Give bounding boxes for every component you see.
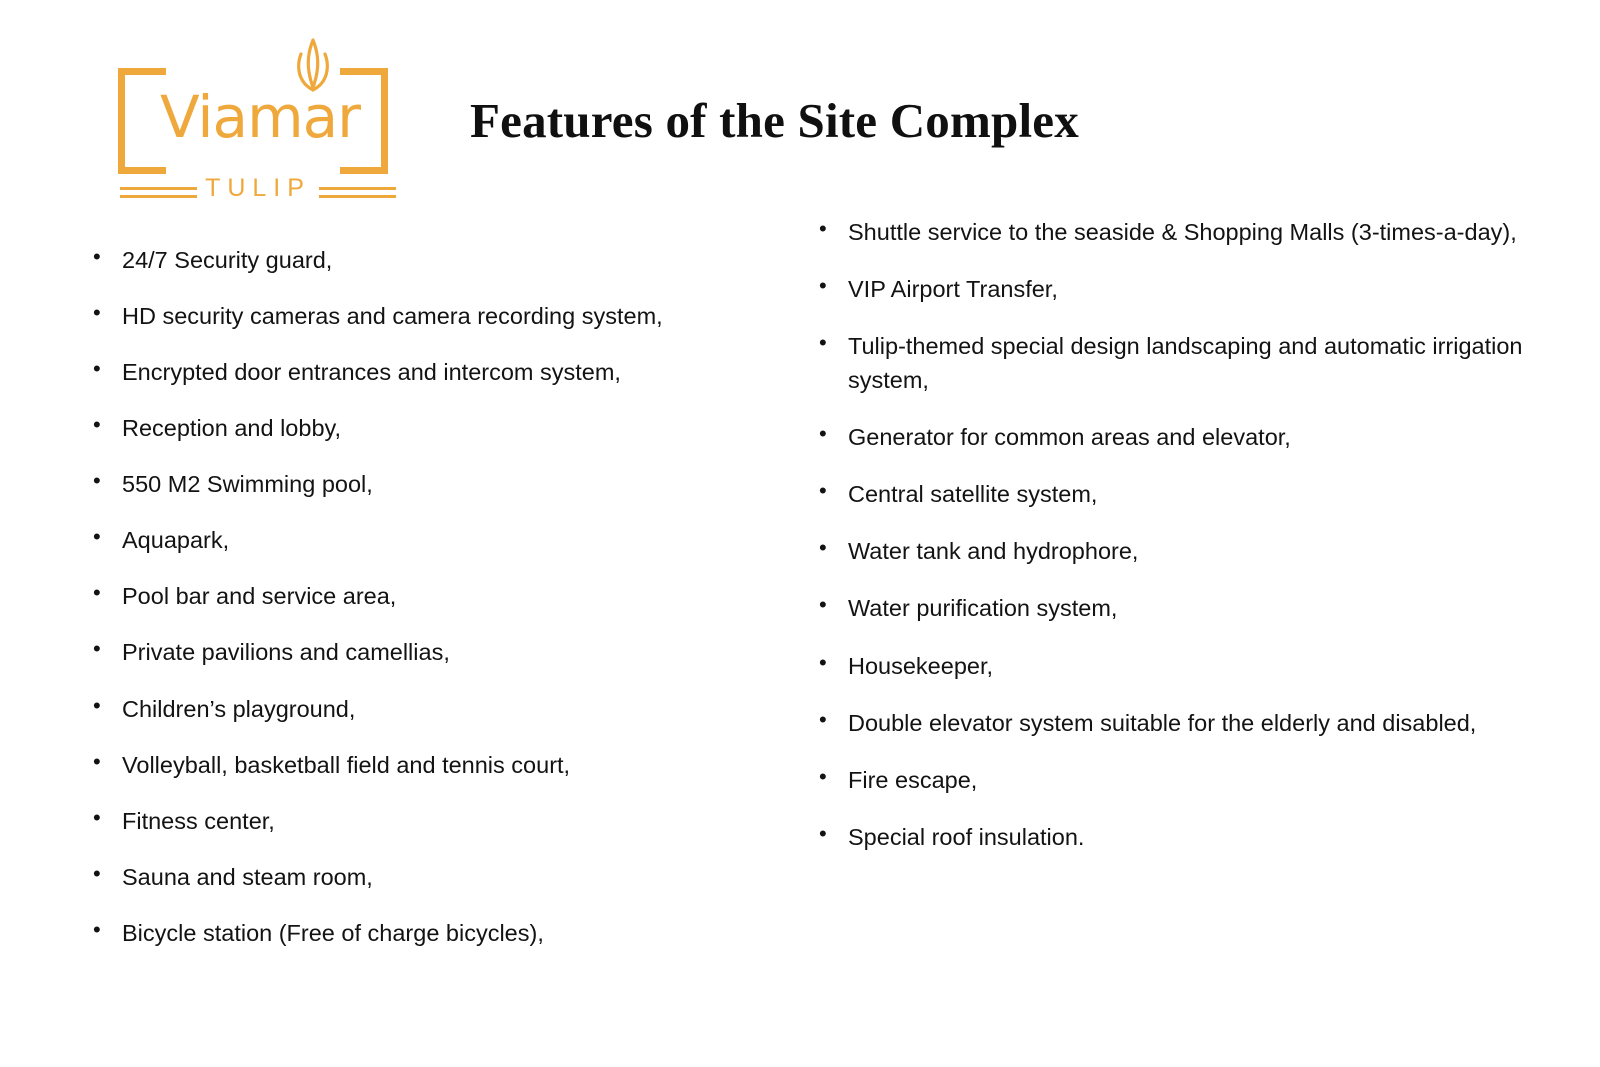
features-column-left — [82, 243, 782, 972]
list-item: • VIP Airport Transfer, — [808, 272, 1528, 306]
page-title: Features of the Site Complex — [470, 93, 1079, 148]
list-item: • Generator for common areas and elevator, — [808, 420, 1528, 454]
list-item: • Sauna and steam room, — [82, 860, 782, 894]
list-item: • Special roof insulation. — [808, 820, 1528, 854]
logo-subtitle-row — [120, 174, 396, 203]
list-item: • Shuttle service to the seaside & Shopping Malls (3-times-a-day), — [808, 215, 1528, 249]
list-item: • HD security cameras and camera recording system, — [82, 299, 782, 333]
logo-wordmark: Viamar — [160, 83, 360, 151]
list-item: • Children’s playground, — [82, 692, 782, 726]
list-item: • Tulip-themed special design landscaping and automatic irrigation system, — [808, 329, 1528, 397]
logo-rule-left-decoration — [120, 187, 197, 190]
list-item: • Central satellite system, — [808, 477, 1528, 511]
brand-logo — [108, 48, 408, 218]
features-list-right — [808, 215, 1528, 854]
list-item: • Volleyball, basketball field and tennis court, — [82, 748, 782, 782]
list-item: • Reception and lobby, — [82, 411, 782, 445]
list-item: • Water purification system, — [808, 591, 1528, 625]
logo-rule-right-decoration — [319, 187, 396, 190]
features-list-left — [82, 243, 782, 950]
list-item: • Private pavilions and camellias, — [82, 635, 782, 669]
list-item: • Double elevator system suitable for the elderly and disabled, — [808, 706, 1528, 740]
list-item: • 24/7 Security guard, — [82, 243, 782, 277]
list-item: • Pool bar and service area, — [82, 579, 782, 613]
logo-subtitle: TULIP — [205, 174, 311, 202]
list-item: • Aquapark, — [82, 523, 782, 557]
list-item: • Water tank and hydrophore, — [808, 534, 1528, 568]
list-item: • Fire escape, — [808, 763, 1528, 797]
features-column-right — [808, 215, 1528, 877]
list-item: • Bicycle station (Free of charge bicycles), — [82, 916, 782, 950]
list-item: • Encrypted door entrances and intercom system, — [82, 355, 782, 389]
list-item: • Housekeeper, — [808, 649, 1528, 683]
list-item: • Fitness center, — [82, 804, 782, 838]
list-item: • 550 M2 Swimming pool, — [82, 467, 782, 501]
